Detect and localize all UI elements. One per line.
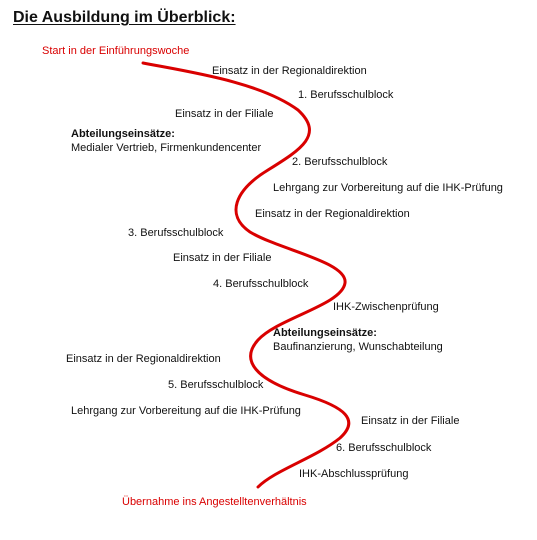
step-regionaldirektion-1: Einsatz in der Regionaldirektion [212,65,367,77]
step-abteilungseinsaetze-1-detail: Medialer Vertrieb, Firmenkundencenter [71,142,262,154]
step-berufsschulblock-5: 5. Berufsschulblock [168,379,264,391]
step-abteilungseinsaetze-2-detail: Baufinanzierung, Wunschabteilung [273,341,443,353]
step-regionaldirektion-2: Einsatz in der Regionaldirektion [255,208,410,220]
step-abteilungseinsaetze-2-heading: Abteilungseinsätze: [273,327,377,339]
step-regionaldirektion-3: Einsatz in der Regionaldirektion [66,353,221,365]
step-berufsschulblock-6: 6. Berufsschulblock [336,442,432,454]
step-start: Start in der Einführungswoche [42,45,190,57]
step-zwischenpruefung: IHK-Zwischenprüfung [333,301,439,313]
step-abteilungseinsaetze-1-heading: Abteilungseinsätze: [71,128,175,140]
page-title: Die Ausbildung im Überblick: [13,9,236,26]
step-berufsschulblock-4: 4. Berufsschulblock [213,278,309,290]
step-berufsschulblock-2: 2. Berufsschulblock [292,156,388,168]
step-filiale-2: Einsatz in der Filiale [173,252,272,264]
step-lehrgang-2: Lehrgang zur Vorbereitung auf die IHK-Prüfung [71,405,301,417]
step-end: Übernahme ins Angestelltenverhältnis [122,496,307,508]
step-abschlusspruefung: IHK-Abschlussprüfung [299,468,409,480]
training-path-line [143,63,349,487]
step-lehrgang-1: Lehrgang zur Vorbereitung auf die IHK-Prüfung [273,182,503,194]
step-filiale-1: Einsatz in der Filiale [175,108,274,120]
step-berufsschulblock-3: 3. Berufsschulblock [128,227,224,239]
step-berufsschulblock-1: 1. Berufsschulblock [298,89,394,101]
step-filiale-3: Einsatz in der Filiale [361,415,460,427]
